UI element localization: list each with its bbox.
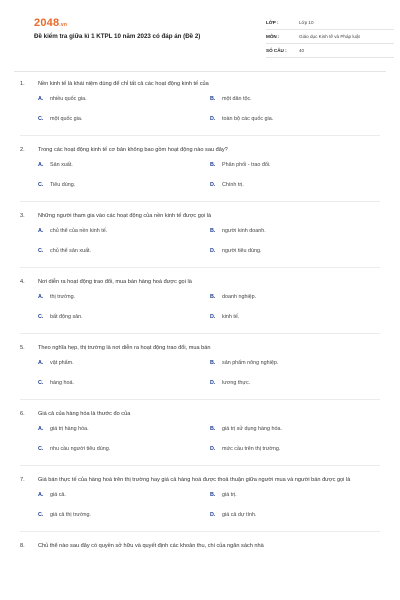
question-text: Giá bán thực tế của hàng hoá trên thị trường hay giá cả hàng hoá được thoả thuận giữa người mua và người bán được gọi là bbox=[38, 477, 351, 483]
answer-option[interactable] bbox=[210, 353, 382, 373]
exam-meta bbox=[266, 16, 394, 58]
option-letter: C. bbox=[38, 248, 44, 254]
question-text: Nền kinh tế là khái niệm dùng để chỉ tất cả các hoạt động kinh tế của bbox=[38, 81, 209, 87]
option-letter: B. bbox=[210, 426, 216, 432]
option-letter: A. bbox=[38, 96, 44, 102]
option-text: kinh tế. bbox=[222, 314, 240, 320]
option-letter: B. bbox=[210, 294, 216, 300]
question-header bbox=[20, 344, 380, 353]
question-text: Giá cả của hàng hóa là thước đo của bbox=[38, 411, 131, 417]
question-number: 6. bbox=[20, 411, 25, 417]
option-text: Chính trị. bbox=[222, 182, 244, 188]
answer-option[interactable] bbox=[210, 175, 382, 195]
answer-option[interactable] bbox=[210, 109, 382, 129]
option-letter: C. bbox=[38, 314, 44, 320]
option-text: một quốc gia. bbox=[50, 116, 83, 122]
answer-option[interactable] bbox=[38, 221, 210, 241]
answer-options bbox=[20, 155, 380, 195]
answer-options bbox=[20, 287, 380, 327]
option-letter: D. bbox=[210, 512, 216, 518]
question-number: 3. bbox=[20, 213, 25, 219]
logo-suffix: .vn bbox=[59, 22, 68, 28]
option-letter: C. bbox=[38, 446, 44, 452]
option-text: Phân phối - trao đổi. bbox=[222, 162, 271, 168]
answer-option[interactable] bbox=[38, 109, 210, 129]
question-number: 8. bbox=[20, 543, 25, 549]
answer-option[interactable] bbox=[38, 241, 210, 261]
option-letter: A. bbox=[38, 294, 44, 300]
question-separator bbox=[20, 333, 380, 334]
exam-title: Đề kiểm tra giữa kì 1 KTPL 10 năm 2023 có đáp án (Đề 2) bbox=[34, 33, 201, 40]
answer-option[interactable] bbox=[210, 155, 382, 175]
meta-label: MÔN : bbox=[266, 34, 280, 39]
answer-option[interactable] bbox=[210, 221, 382, 241]
meta-label: SỐ CÂU : bbox=[266, 48, 287, 53]
answer-option[interactable] bbox=[210, 241, 382, 261]
question-text: Trong các hoạt động kinh tế cơ bản không bao gồm hoạt động nào sau đây? bbox=[38, 147, 228, 153]
question-item bbox=[20, 410, 380, 466]
option-letter: A. bbox=[38, 492, 44, 498]
header-divider bbox=[14, 71, 386, 72]
option-letter: C. bbox=[38, 512, 44, 518]
question-separator bbox=[20, 267, 380, 268]
option-letter: A. bbox=[38, 360, 44, 366]
question-header bbox=[20, 212, 380, 221]
question-list bbox=[20, 80, 380, 551]
option-text: giá cả thị trường. bbox=[50, 512, 92, 518]
option-text: nhiều quốc gia. bbox=[50, 96, 87, 102]
option-letter: D. bbox=[210, 248, 216, 254]
option-letter: D. bbox=[210, 116, 216, 122]
meta-row-count bbox=[266, 44, 394, 58]
option-letter: D. bbox=[210, 380, 216, 386]
question-item bbox=[20, 146, 380, 202]
question-item bbox=[20, 476, 380, 532]
option-text: giá cả. bbox=[50, 492, 66, 498]
option-letter: A. bbox=[38, 228, 44, 234]
meta-label: LỚP : bbox=[266, 20, 279, 25]
answer-option[interactable] bbox=[210, 505, 382, 525]
option-letter: B. bbox=[210, 492, 216, 498]
option-text: chủ thể của nền kinh tế. bbox=[50, 228, 108, 234]
option-letter: A. bbox=[38, 162, 44, 168]
answer-option[interactable] bbox=[210, 89, 382, 109]
option-text: giá cả dự tính. bbox=[222, 512, 257, 518]
question-number: 4. bbox=[20, 279, 25, 285]
question-text: Những người tham gia vào các hoạt động của nền kinh tế được gọi là bbox=[38, 213, 212, 219]
option-text: giá trị sử dụng hàng hóa. bbox=[222, 426, 282, 432]
option-text: một dân tộc. bbox=[222, 96, 252, 102]
meta-row-subject bbox=[266, 30, 394, 44]
question-header bbox=[20, 80, 380, 89]
option-letter: D. bbox=[210, 182, 216, 188]
option-letter: B. bbox=[210, 228, 216, 234]
question-separator bbox=[20, 201, 380, 202]
answer-option[interactable] bbox=[210, 419, 382, 439]
question-header bbox=[20, 278, 380, 287]
question-number: 1. bbox=[20, 81, 25, 87]
option-text: người kinh doanh. bbox=[222, 228, 266, 234]
answer-option[interactable] bbox=[38, 89, 210, 109]
answer-option[interactable] bbox=[38, 155, 210, 175]
option-letter: B. bbox=[210, 360, 216, 366]
option-text: giá trị. bbox=[222, 492, 237, 498]
option-text: bất động sản. bbox=[50, 314, 83, 320]
question-separator bbox=[20, 465, 380, 466]
answer-option[interactable] bbox=[38, 439, 210, 459]
option-text: chủ thể sản xuất. bbox=[50, 248, 92, 254]
question-header bbox=[20, 146, 380, 155]
option-letter: A. bbox=[38, 426, 44, 432]
answer-option[interactable] bbox=[210, 439, 382, 459]
option-text: thị trường. bbox=[50, 294, 76, 300]
meta-value: Lớp 10 bbox=[299, 20, 314, 25]
answer-options bbox=[20, 419, 380, 459]
option-text: Tiêu dùng. bbox=[50, 182, 76, 188]
option-letter: C. bbox=[38, 182, 44, 188]
question-number: 2. bbox=[20, 147, 25, 153]
answer-option[interactable] bbox=[210, 287, 382, 307]
question-separator bbox=[20, 399, 380, 400]
option-letter: D. bbox=[210, 446, 216, 452]
question-item bbox=[20, 212, 380, 268]
option-text: giá trị hàng hóa. bbox=[50, 426, 89, 432]
question-item bbox=[20, 344, 380, 400]
question-text: Chủ thể nào sau đây có quyền sở hữu và quyết định các khoản thu, chi của ngân sách nhà bbox=[38, 543, 264, 549]
question-number: 7. bbox=[20, 477, 25, 483]
answer-option[interactable] bbox=[210, 485, 382, 505]
answer-option[interactable] bbox=[38, 505, 210, 525]
option-text: toàn bộ các quốc gia. bbox=[222, 116, 274, 122]
option-text: mức cầu trên thị trường. bbox=[222, 446, 281, 452]
question-separator bbox=[20, 135, 380, 136]
answer-options bbox=[20, 353, 380, 393]
answer-option[interactable] bbox=[210, 373, 382, 393]
option-text: lương thực. bbox=[222, 380, 251, 386]
answer-option[interactable] bbox=[38, 287, 210, 307]
answer-option[interactable] bbox=[38, 485, 210, 505]
question-text: Nơi diễn ra hoạt động trao đổi, mua bán hàng hoá được gọi là bbox=[38, 279, 192, 285]
question-header bbox=[20, 410, 380, 419]
header bbox=[14, 0, 386, 66]
question-header bbox=[20, 542, 380, 551]
question-text: Theo nghĩa hẹp, thị trường là nơi diễn ra hoạt động trao đổi, mua bán bbox=[38, 345, 211, 351]
meta-value: 40 bbox=[299, 48, 305, 53]
option-letter: C. bbox=[38, 116, 44, 122]
option-text: người tiêu dùng. bbox=[222, 248, 262, 254]
option-text: nhu cầu người tiêu dùng. bbox=[50, 446, 111, 452]
answer-option[interactable] bbox=[38, 307, 210, 327]
question-item bbox=[20, 278, 380, 334]
answer-option[interactable] bbox=[38, 353, 210, 373]
option-text: sản phẩm nông nghiệp. bbox=[222, 360, 279, 366]
option-text: vật phẩm. bbox=[50, 360, 74, 366]
site-logo[interactable] bbox=[34, 17, 67, 29]
answer-option[interactable] bbox=[38, 419, 210, 439]
option-text: doanh nghiệp. bbox=[222, 294, 257, 300]
answer-options bbox=[20, 485, 380, 525]
answer-option[interactable] bbox=[38, 175, 210, 195]
answer-option[interactable] bbox=[210, 307, 382, 327]
meta-value: Giáo dục Kinh tế và Pháp luật bbox=[299, 34, 360, 39]
question-item bbox=[20, 80, 380, 136]
question-item bbox=[20, 542, 380, 551]
option-letter: C. bbox=[38, 380, 44, 386]
option-letter: D. bbox=[210, 314, 216, 320]
meta-row-class bbox=[266, 16, 394, 30]
question-number: 5. bbox=[20, 345, 25, 351]
option-text: Sản xuất. bbox=[50, 162, 73, 168]
answer-option[interactable] bbox=[38, 373, 210, 393]
answer-options bbox=[20, 221, 380, 261]
option-letter: B. bbox=[210, 162, 216, 168]
option-letter: B. bbox=[210, 96, 216, 102]
question-header bbox=[20, 476, 380, 485]
logo-main: 2048 bbox=[34, 17, 60, 29]
answer-options bbox=[20, 89, 380, 129]
option-text: hàng hoá. bbox=[50, 380, 74, 386]
question-separator bbox=[20, 531, 380, 532]
